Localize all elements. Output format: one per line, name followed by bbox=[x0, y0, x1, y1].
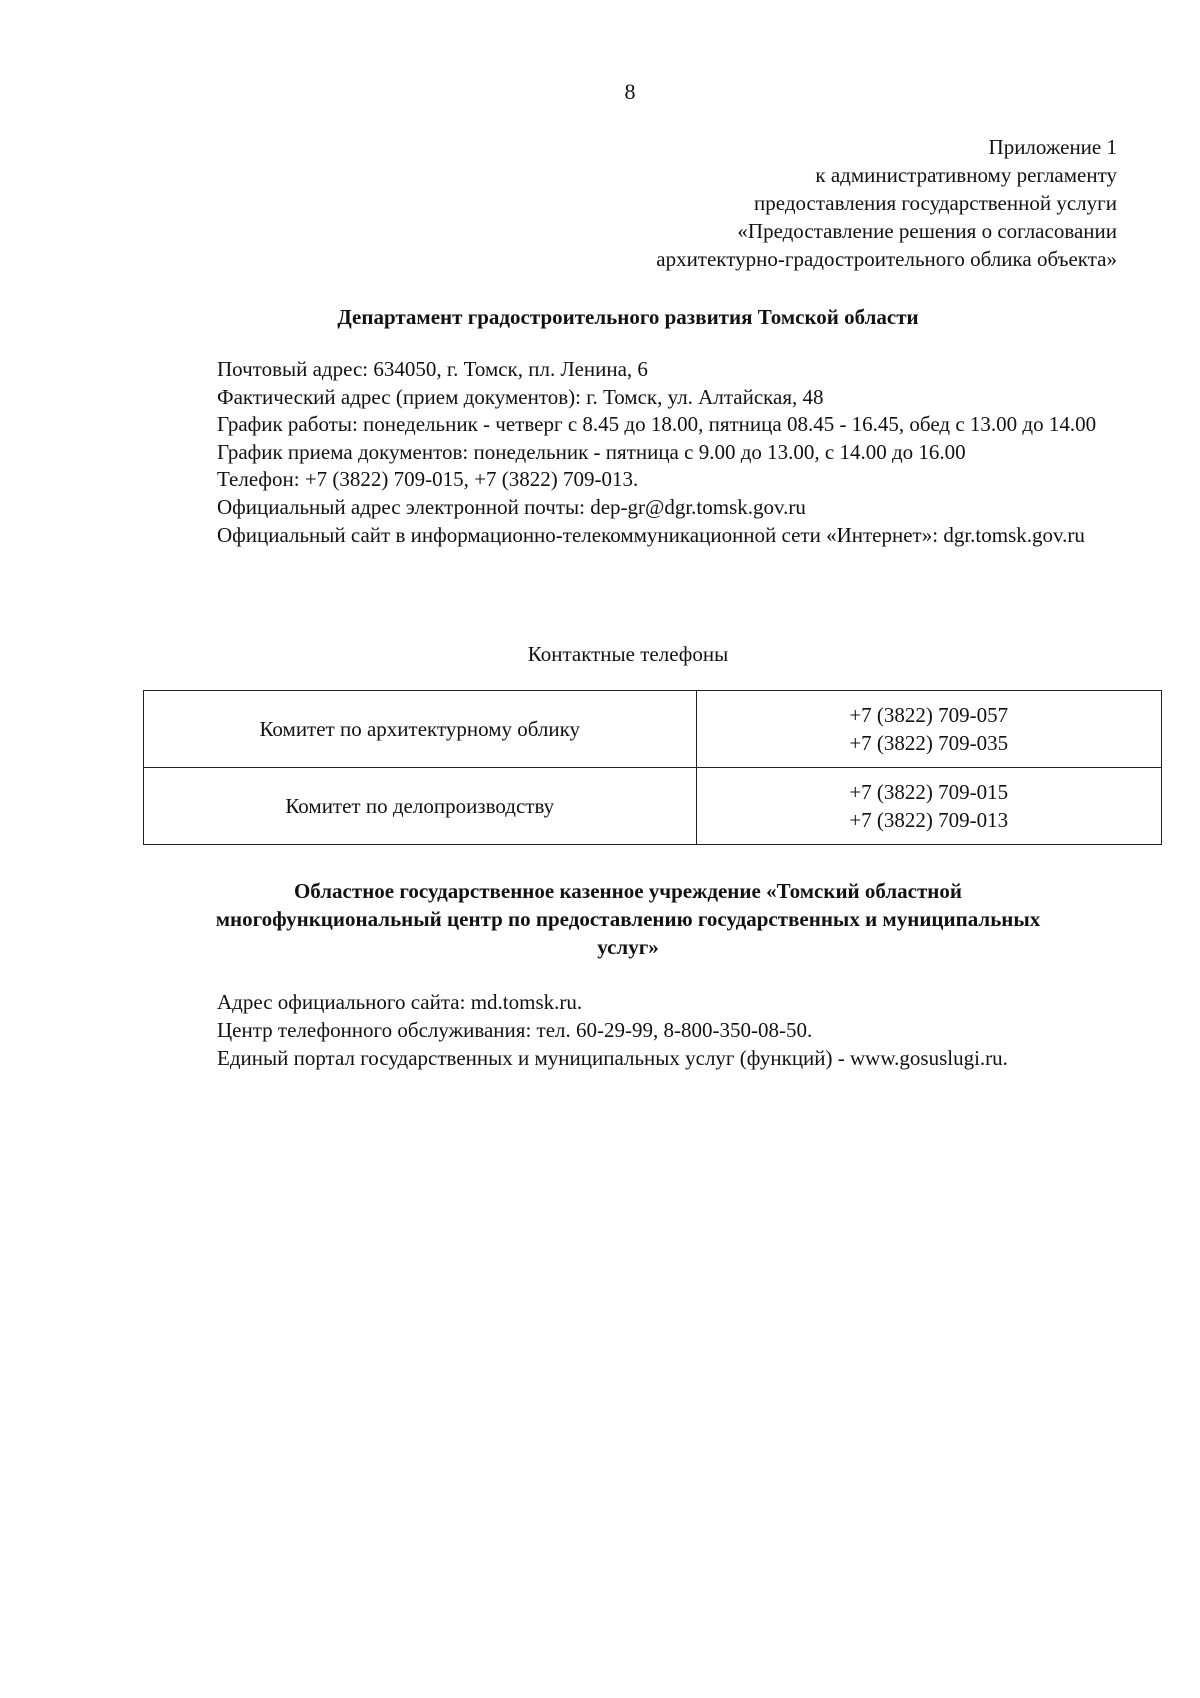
appendix-line: «Предоставление решения о согласовании bbox=[737, 219, 1117, 243]
phone-info: Телефон: +7 (3822) 709-015, +7 (3822) 709-013. bbox=[217, 467, 639, 492]
phones-cell bbox=[696, 768, 1162, 845]
mfc-phone-center: Центр телефонного обслуживания: тел. 60-29-99, 8-800-350-08-50. bbox=[217, 1018, 813, 1042]
email-info: Официальный адрес электронной почты: dep-gr@dgr.tomsk.gov.ru bbox=[217, 494, 806, 519]
department-info bbox=[143, 356, 1117, 549]
contacts-heading: Контактные телефоны bbox=[527, 642, 729, 666]
appendix-line: Приложение 1 bbox=[988, 135, 1117, 159]
appendix-header bbox=[417, 133, 1117, 273]
appendix-line: архитектурно-градостроительного облика объекта» bbox=[656, 247, 1117, 271]
mfc-info bbox=[143, 988, 1117, 1072]
table-row bbox=[144, 691, 1162, 768]
committee-name-cell: Комитет по делопроизводству bbox=[144, 768, 697, 845]
phone-number: +7 (3822) 709-013 bbox=[849, 808, 1009, 832]
website-info: Официальный сайт в информационно-телекоммуникационной сети «Интернет»: dgr.tomsk.gov.ru bbox=[217, 522, 1085, 547]
document-reception-schedule: График приема документов: понедельник - пятница с 9.00 до 13.00, с 14.00 до 16.00 bbox=[217, 439, 966, 464]
phone-number: +7 (3822) 709-015 bbox=[849, 780, 1009, 804]
phones-cell bbox=[696, 691, 1162, 768]
mfc-website: Адрес официального сайта: md.tomsk.ru. bbox=[217, 990, 583, 1014]
page-number: 8 bbox=[624, 79, 636, 104]
committee-name-cell: Комитет по архитектурному облику bbox=[144, 691, 697, 768]
appendix-line: предоставления государственной услуги bbox=[754, 191, 1117, 215]
mfc-portal: Единый портал государственных и муниципальных услуг (функций) - www.gosuslugi.ru. bbox=[217, 1046, 1008, 1070]
appendix-line: к административному регламенту bbox=[815, 163, 1117, 187]
work-schedule: График работы: понедельник - четверг с 8.45 до 18.00, пятница 08.45 - 16.45, обед с 13.00 до 14.00 bbox=[217, 412, 1097, 437]
table-row bbox=[144, 768, 1162, 845]
actual-address: Фактический адрес (прием документов): г. Томск, ул. Алтайская, 48 bbox=[217, 384, 824, 409]
contacts-table bbox=[143, 690, 1162, 845]
mfc-title-line: услуг» bbox=[597, 935, 659, 959]
phone-number: +7 (3822) 709-057 bbox=[849, 703, 1009, 727]
mfc-title-line: Областное государственное казенное учреждение «Томский областной bbox=[293, 879, 963, 903]
postal-address: Почтовый адрес: 634050, г. Томск, пл. Ленина, 6 bbox=[217, 357, 648, 381]
mfc-title-line: многофункциональный центр по предоставлению государственных и муниципальных bbox=[215, 907, 1041, 931]
mfc-title bbox=[143, 877, 1113, 961]
department-title: Департамент градостроительного развития Томской области bbox=[337, 305, 919, 329]
phone-number: +7 (3822) 709-035 bbox=[849, 731, 1009, 755]
